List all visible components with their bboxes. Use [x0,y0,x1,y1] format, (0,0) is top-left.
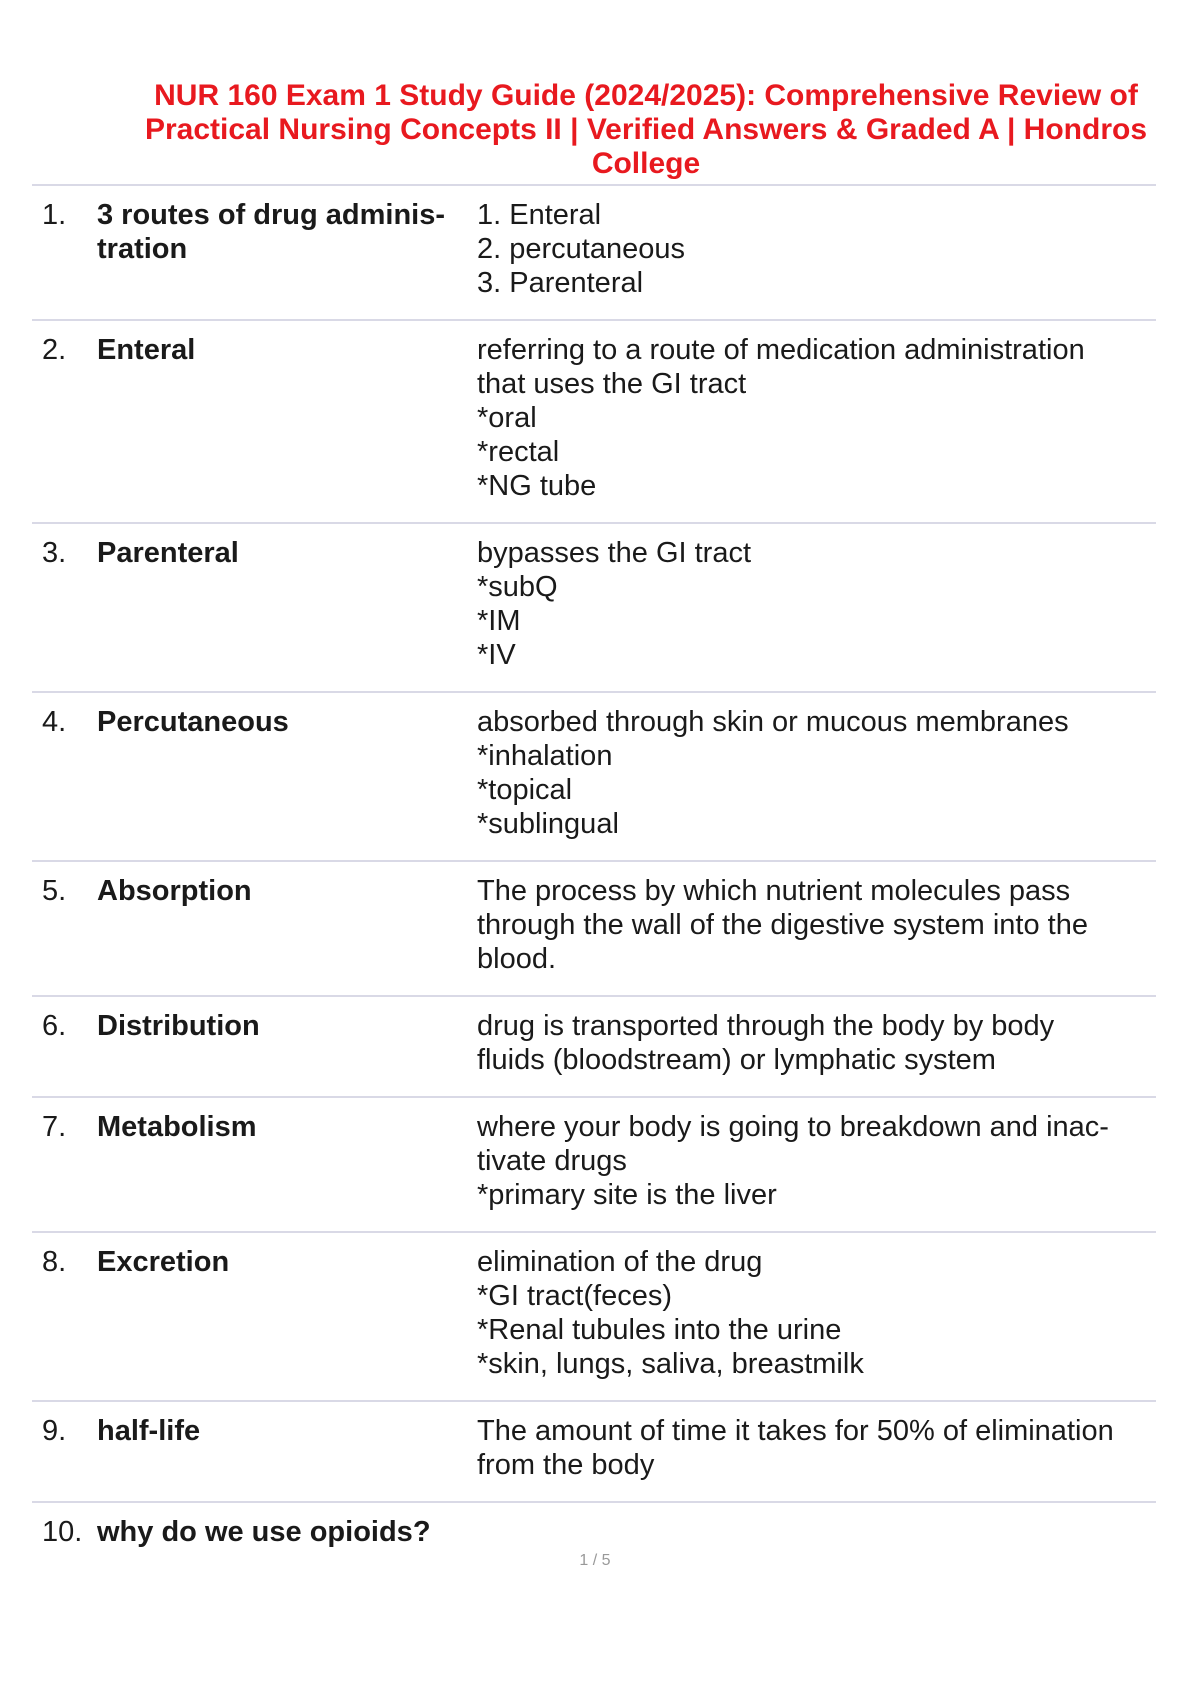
definition-line: *sublingual [477,808,619,840]
definition-line: *rectal [477,436,560,468]
card-row [32,1402,1156,1503]
card-row [32,186,1156,321]
card-definition [477,1414,1156,1482]
card-term: Excretion [97,1246,230,1278]
definition-line: fluids (bloodstream) or lymphatic system [477,1044,996,1076]
title-line: Practical Nursing Concepts II | Verified Answers & Graded A | Hondros [144,113,1148,146]
definition-line: *oral [477,402,537,434]
definition-line: *Renal tubules into the urine [477,1314,842,1346]
card-term: Parenteral [97,537,239,569]
definition-line: The process by which nutrient molecules pass [477,875,1071,907]
definition-line: *subQ [477,571,558,603]
definition-line: *skin, lungs, saliva, breastmilk [477,1348,864,1380]
card-definition [477,536,1156,672]
card-row [32,524,1156,693]
definition-line: *IM [477,605,521,637]
card-row [32,321,1156,524]
card-term: Absorption [97,875,252,907]
card-term: half-life [97,1415,201,1447]
definition-line: tivate drugs [477,1145,627,1177]
title-line: College [591,147,701,180]
definition-line: where your body is going to breakdown and inac- [477,1111,1109,1143]
card-term: Distribution [97,1010,260,1042]
definition-line: *primary site is the liver [477,1179,777,1211]
page-number: 1 / 5 [579,1552,611,1569]
card-number: 10. [42,1516,83,1548]
card-number: 9. [42,1415,67,1447]
definition-line: 3. Parenteral [477,267,644,299]
definition-line: bypasses the GI tract [477,537,752,569]
card-row [32,862,1156,997]
card-definition [477,874,1156,976]
definition-line: *IV [477,639,516,671]
definition-line: blood. [477,943,557,975]
definition-line: from the body [477,1449,655,1481]
definition-line: *topical [477,774,573,806]
card-term: Enteral [97,334,196,366]
card-definition [477,1515,1156,1549]
card-number: 2. [42,334,67,366]
card-term: 3 routes of drug adminis- tration [97,199,446,265]
definition-line: absorbed through skin or mucous membranes [477,706,1069,738]
card-definition [477,198,1156,300]
definition-line: 2. percutaneous [477,233,685,265]
card-row [32,1098,1156,1233]
card-number: 3. [42,537,67,569]
document-title [126,79,1166,181]
definition-line: *inhalation [477,740,613,772]
card-number: 7. [42,1111,67,1143]
card-row [32,1233,1156,1402]
card-term: Metabolism [97,1111,257,1143]
card-definition [477,1110,1156,1212]
card-definition [477,705,1156,841]
card-number: 8. [42,1246,67,1278]
card-number: 5. [42,875,67,907]
card-row [32,997,1156,1098]
definition-line: 1. Enteral [477,199,602,231]
card-definition [477,1009,1156,1077]
definition-line: referring to a route of medication administration [477,334,1085,366]
definition-line: elimination of the drug [477,1246,763,1278]
definition-line: The amount of time it takes for 50% of elimination [477,1415,1114,1447]
card-row [32,693,1156,862]
card-number: 4. [42,706,67,738]
definition-line: *NG tube [477,470,597,502]
title-line: NUR 160 Exam 1 Study Guide (2024/2025): Comprehensive Review of [154,79,1138,112]
card-definition [477,333,1156,503]
card-term: why do we use opioids? [97,1516,431,1548]
definition-line: that uses the GI tract [477,368,747,400]
definition-line: drug is transported through the body by body [477,1010,1055,1042]
card-number: 1. [42,199,67,231]
card-term: Percutaneous [97,706,289,738]
definition-line: *GI tract(feces) [477,1280,672,1312]
flashcard-list [32,186,1156,1568]
card-definition [477,1245,1156,1381]
card-number: 6. [42,1010,67,1042]
definition-line: through the wall of the digestive system into the [477,909,1088,941]
